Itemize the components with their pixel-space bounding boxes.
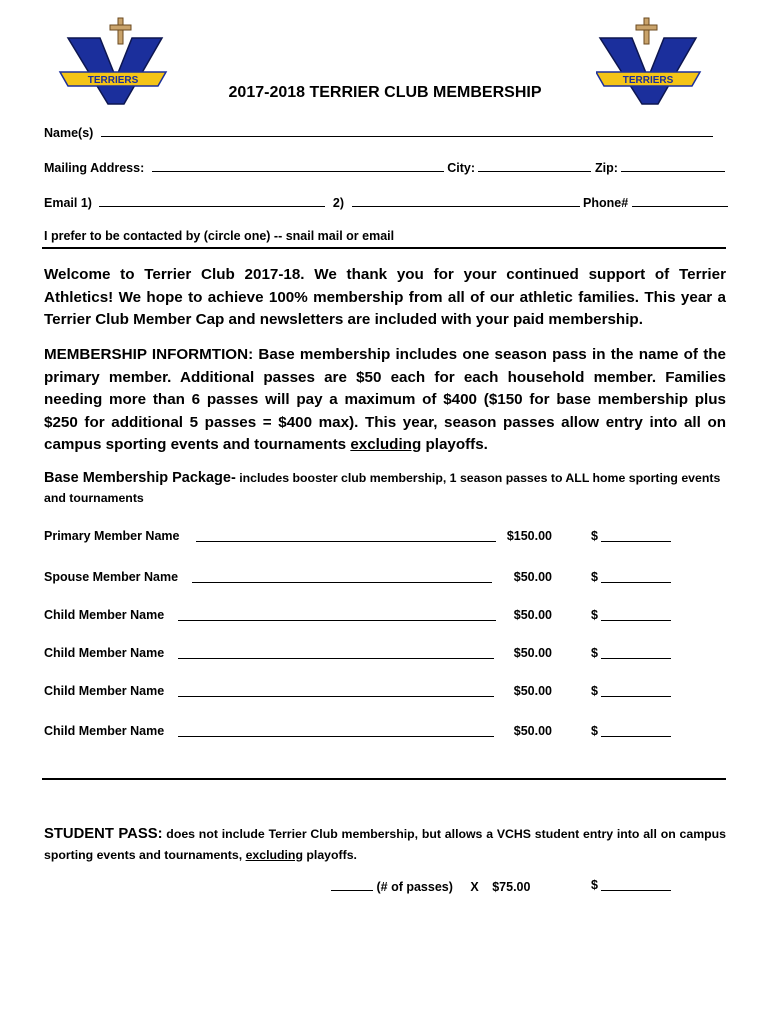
zip-input[interactable]	[621, 159, 725, 172]
city-label: City:	[447, 161, 475, 175]
member-amount-input[interactable]	[601, 658, 671, 659]
city-input[interactable]	[478, 159, 591, 172]
contact-preference[interactable]: I prefer to be contacted by (circle one) -- snail mail or email	[44, 229, 395, 243]
student-pass-text: does not include Terrier Club membership, but allows a VCHS student entry into all on campus sporting events and tournaments,	[44, 827, 726, 862]
member-amount-input[interactable]	[601, 620, 671, 621]
base-package	[44, 468, 726, 508]
passes-label: (# of passes)	[376, 880, 453, 894]
logo-text: TERRIERS	[622, 75, 674, 86]
email2-label: 2)	[332, 196, 345, 210]
member-amount-input[interactable]	[601, 582, 671, 583]
student-pass-paragraph	[44, 824, 726, 866]
membership-info-paragraph	[44, 344, 726, 457]
member-price: $50.00	[513, 570, 552, 584]
member-amount-input[interactable]	[601, 696, 671, 697]
address-row	[44, 159, 725, 175]
names-input[interactable]	[101, 124, 713, 137]
student-pass-end: playoffs.	[302, 848, 357, 862]
passes-dollar: $	[591, 878, 598, 892]
member-name-input[interactable]	[178, 658, 494, 659]
membership-excluding: excluding	[350, 436, 422, 453]
member-dollar: $	[591, 570, 598, 584]
passes-count-input[interactable]	[331, 878, 373, 891]
email2-input[interactable]	[352, 194, 580, 207]
member-name-input[interactable]	[178, 736, 494, 737]
names-row	[44, 124, 713, 140]
email-row	[44, 194, 728, 210]
member-dollar: $	[591, 608, 598, 622]
email1-input[interactable]	[99, 194, 325, 207]
member-name-input[interactable]	[196, 541, 496, 542]
logo-text: TERRIERS	[87, 75, 139, 86]
zip-label: Zip:	[594, 161, 618, 175]
mailing-address-label: Mailing Address:	[44, 161, 145, 175]
passes-price: $75.00	[492, 880, 531, 894]
member-dollar: $	[591, 529, 598, 543]
phone-input[interactable]	[632, 194, 728, 207]
member-amount-input[interactable]	[601, 541, 671, 542]
member-name-input[interactable]	[192, 582, 492, 583]
member-price: $50.00	[513, 724, 552, 738]
base-package-text: includes booster club membership, 1 season passes to ALL home sporting events and tournaments	[44, 471, 721, 505]
member-name-input[interactable]	[178, 620, 496, 621]
member-label: Child Member Name	[44, 608, 165, 622]
membership-info-text: MEMBERSHIP INFORMTION: Base membership includes one season pass in the name of the primary member. Additional passes are $50 each for each household member. Families needing more than 6 passes will pay a maximum of $400 ($150 for base membership plus $250 for additional 5 passes = $400 max). This year, season passes allow entry into all on campus sporting events and tournaments	[44, 346, 726, 453]
mailing-address-input[interactable]	[152, 159, 444, 172]
member-price: $50.00	[513, 608, 552, 622]
passes-amount-input[interactable]	[601, 890, 671, 891]
divider-bottom	[42, 778, 726, 780]
member-price: $150.00	[506, 529, 552, 543]
student-pass-heading: STUDENT PASS:	[44, 826, 163, 842]
member-label: Child Member Name	[44, 684, 165, 698]
member-dollar: $	[591, 724, 598, 738]
member-name-input[interactable]	[178, 696, 494, 697]
page-title: 2017-2018 TERRIER CLUB MEMBERSHIP	[228, 84, 542, 101]
member-price: $50.00	[513, 684, 552, 698]
passes-times: X	[470, 880, 479, 894]
member-dollar: $	[591, 646, 598, 660]
member-amount-input[interactable]	[601, 736, 671, 737]
welcome-paragraph: Welcome to Terrier Club 2017-18. We thank you for your continued support of Terrier Athletics! We hope to achieve 100% membership from all of our athletic families. This year a Terrier Club Member Cap and newsletters are included with your paid membership.	[44, 266, 726, 328]
membership-info-end: playoffs.	[421, 436, 488, 453]
base-package-heading: Base Membership Package-	[44, 470, 236, 486]
member-price: $50.00	[513, 646, 552, 660]
phone-label: Phone#	[583, 196, 629, 210]
member-label: Child Member Name	[44, 724, 165, 738]
student-excluding: excluding	[245, 848, 303, 862]
member-label: Primary Member Name	[44, 529, 180, 543]
email1-label: Email 1)	[44, 196, 92, 210]
member-dollar: $	[591, 684, 598, 698]
student-passes-row	[331, 878, 530, 894]
member-label: Child Member Name	[44, 646, 165, 660]
names-label: Name(s)	[44, 126, 94, 140]
member-label: Spouse Member Name	[44, 570, 179, 584]
divider-top	[42, 247, 726, 249]
